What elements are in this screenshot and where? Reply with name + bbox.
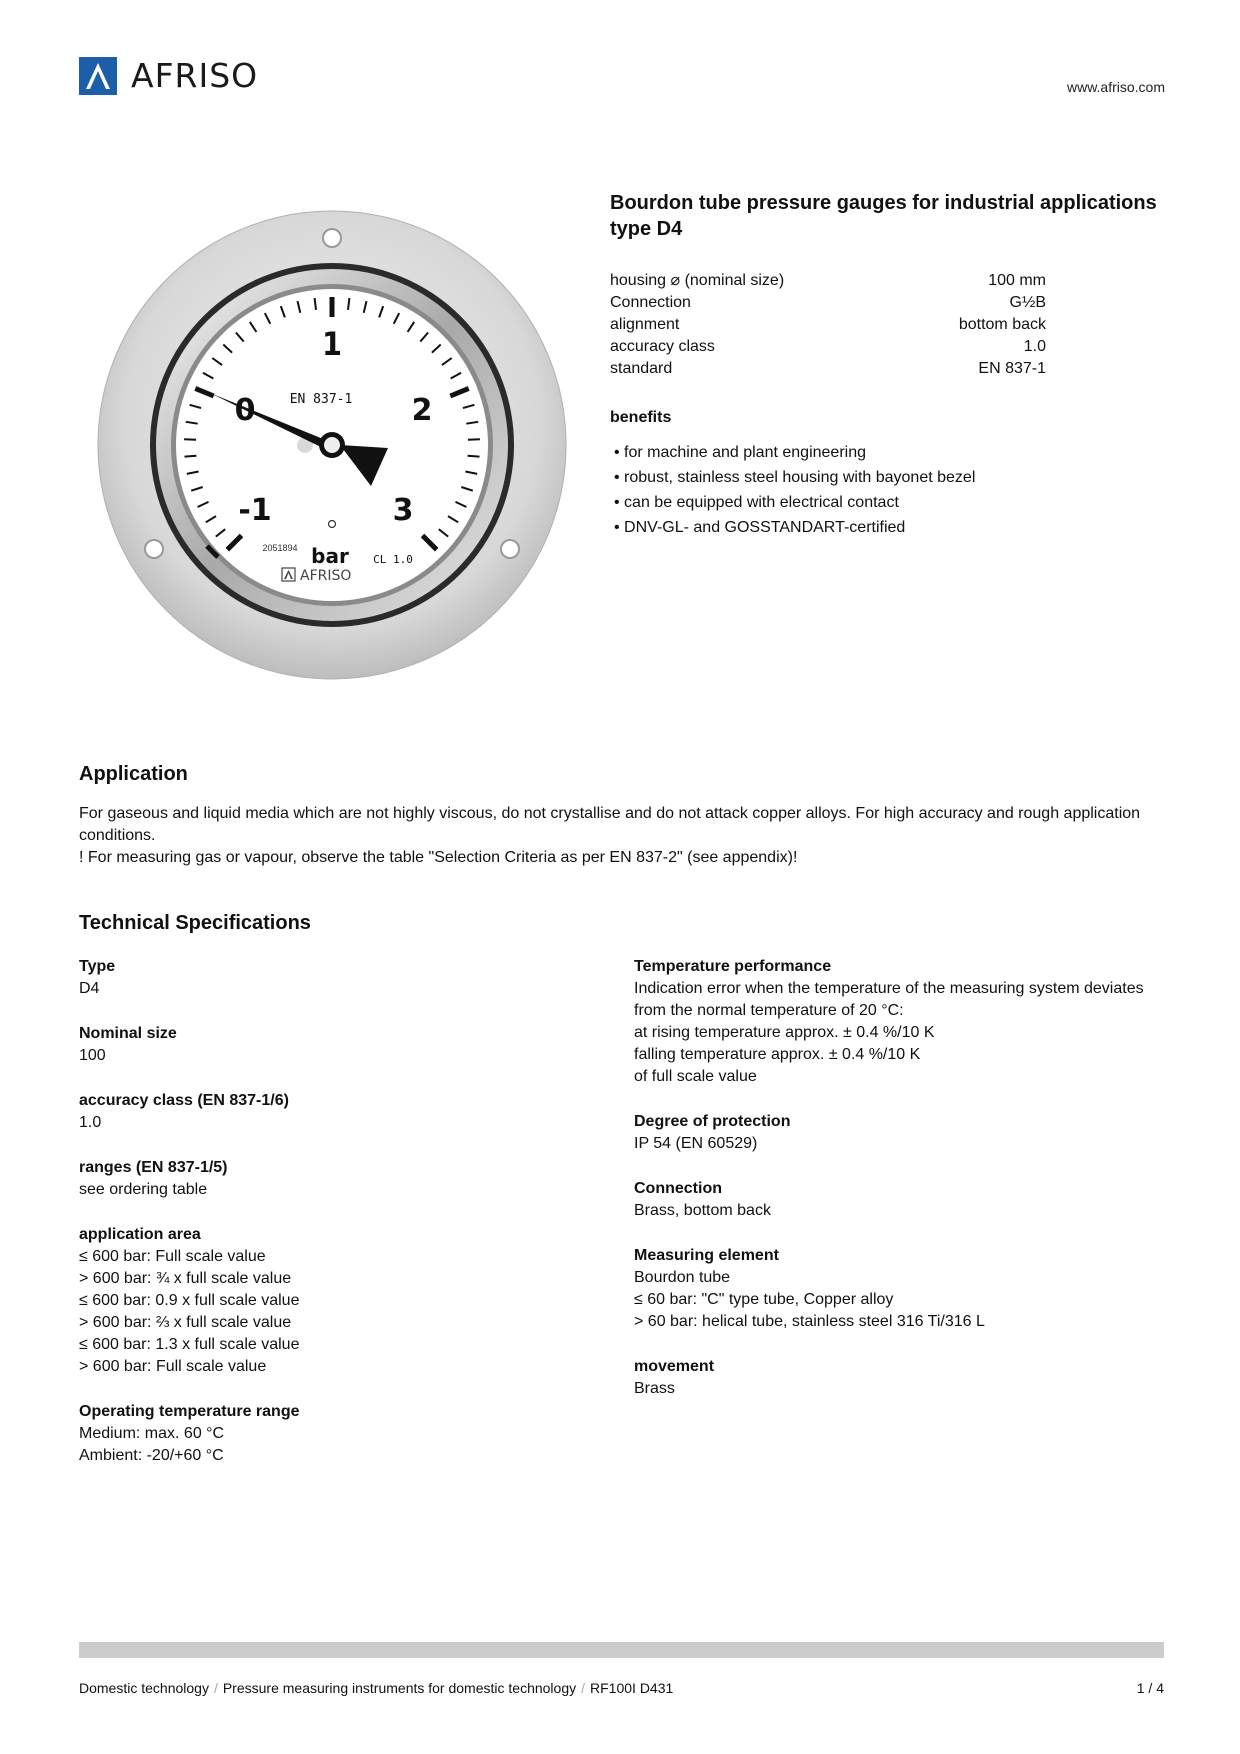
spec-value: 100 [79, 1047, 106, 1064]
spec-label: application area [79, 1226, 201, 1243]
technical-heading: Technical Specifications [79, 912, 311, 934]
spec-item [79, 1224, 599, 1378]
website-link[interactable]: www.afriso.com [1066, 79, 1165, 95]
spec-label: accuracy class (EN 837-1/6) [79, 1092, 289, 1109]
spec-value: ≤ 60 bar: "C" type tube, Copper alloy [634, 1291, 894, 1308]
summary-row: alignment bottom back [610, 316, 1046, 333]
spec-label: Temperature performance [634, 958, 832, 975]
dial-class-text: CL 1.0 [373, 553, 413, 566]
benefit-item: • for machine and plant engineering [614, 440, 975, 465]
spec-value: > 600 bar: ¾ x full scale value [79, 1270, 292, 1287]
summary-row: housing ⌀ (nominal size) 100 mm [610, 272, 1046, 289]
dial-brand: AFRISO [300, 568, 352, 584]
spec-value: IP 54 (EN 60529) [634, 1135, 758, 1152]
footer-breadcrumb [79, 1680, 673, 1696]
dial-label-minus-1: -1 [238, 493, 272, 528]
spec-label: Operating temperature range [79, 1403, 300, 1420]
application-heading: Application [79, 763, 188, 785]
spec-label: Type [79, 958, 116, 975]
spec-value: see ordering table [79, 1181, 208, 1198]
summary-row: Connection G½B [610, 294, 1046, 311]
application-note: ! For measuring gas or vapour, observe the table "Selection Criteria as per EN 837-2" (see appendix)! [79, 849, 798, 866]
spec-value: falling temperature approx. ± 0.4 %/10 K [634, 1046, 921, 1063]
spec-value: Brass, bottom back [634, 1202, 771, 1219]
summary-row: accuracy class 1.0 [610, 338, 1046, 355]
spec-item [79, 956, 599, 1000]
spec-item [634, 1178, 1154, 1222]
spec-value: at rising temperature approx. ± 0.4 %/10 K [634, 1024, 935, 1041]
tech-specs-right [634, 956, 1154, 1423]
spec-item [79, 1157, 599, 1201]
application-body [79, 803, 1164, 869]
spec-label: Degree of protection [634, 1113, 791, 1130]
afriso-logo-icon [79, 57, 117, 95]
spec-value: > 600 bar: ⅔ x full scale value [79, 1314, 292, 1331]
brand-logo [79, 57, 258, 95]
spec-item [79, 1401, 599, 1467]
spec-item [79, 1090, 599, 1134]
dial-label-1: 1 [321, 325, 343, 363]
spec-label: Measuring element [634, 1247, 779, 1264]
benefit-item: • DNV-GL- and GOSSTANDART-certified [614, 515, 975, 540]
dial-unit: bar [311, 544, 349, 568]
spec-value: Ambient: -20/+60 °C [79, 1447, 224, 1464]
benefits-list [614, 440, 975, 540]
page-number: 1 / 4 [1136, 1680, 1164, 1696]
spec-value: > 600 bar: Full scale value [79, 1358, 267, 1375]
breadcrumb-separator: / [581, 1680, 586, 1696]
spec-summary [610, 270, 1046, 380]
dial-standard-text: EN 837-1 [289, 392, 353, 407]
gauge-tick [468, 439, 480, 440]
application-text: For gaseous and liquid media which are not highly viscous, do not crystallise and do not attack copper alloys. For high accuracy and rough application conditions. [79, 805, 1141, 844]
spec-label: Connection [634, 1180, 722, 1197]
gauge-tick [185, 456, 197, 457]
gauge-tick [315, 298, 316, 310]
tech-specs-left [79, 956, 599, 1490]
spec-value: D4 [79, 980, 100, 997]
spec-item [79, 1023, 599, 1067]
spec-item [634, 956, 1154, 1088]
breadcrumb-item[interactable]: RF100I D431 [590, 1680, 674, 1696]
spec-value: Medium: max. 60 °C [79, 1425, 225, 1442]
dial-label-0: 0 [234, 393, 256, 428]
benefits-heading: benefits [610, 409, 672, 426]
dial-label-3: 3 [392, 493, 414, 528]
spec-label: Nominal size [79, 1025, 177, 1042]
breadcrumb-item[interactable]: Pressure measuring instruments for domestic technology [222, 1680, 577, 1696]
spec-value: Brass [634, 1380, 675, 1397]
spec-label: movement [634, 1358, 715, 1375]
spec-item [634, 1245, 1154, 1333]
footer-divider [79, 1642, 1164, 1658]
gauge-tick [348, 298, 349, 310]
spec-value: 1.0 [79, 1114, 102, 1131]
gauge-tick [184, 439, 196, 440]
page-footer [79, 1680, 1164, 1696]
spec-value: Bourdon tube [634, 1269, 731, 1286]
brand-name: AFRISO [131, 56, 259, 95]
benefit-item: • can be equipped with electrical contact [614, 490, 975, 515]
dial-serial: 2051894 [262, 543, 298, 553]
breadcrumb-item[interactable]: Domestic technology [79, 1680, 209, 1696]
spec-label: ranges (EN 837-1/5) [79, 1159, 228, 1176]
spec-value: ≤ 600 bar: 0.9 x full scale value [79, 1292, 300, 1309]
dial-label-2: 2 [411, 393, 433, 428]
summary-row: standard EN 837-1 [610, 360, 1046, 377]
gauge-tick [468, 456, 480, 457]
spec-item [634, 1111, 1154, 1155]
spec-item [634, 1356, 1154, 1400]
document-title: Bourdon tube pressure gauges for industrial applications type D4 [610, 192, 1157, 240]
breadcrumb-separator: / [213, 1680, 218, 1696]
pressure-gauge-illustration [95, 210, 570, 685]
spec-value: of full scale value [634, 1068, 757, 1085]
spec-value: ≤ 600 bar: Full scale value [79, 1248, 266, 1265]
spec-value: > 60 bar: helical tube, stainless steel 316 Ti/316 L [634, 1313, 985, 1330]
spec-value: Indication error when the temperature of the measuring system deviates from the normal temperature of 20 °C: [634, 980, 1144, 1019]
spec-value: ≤ 600 bar: 1.3 x full scale value [79, 1336, 300, 1353]
benefit-item: • robust, stainless steel housing with bayonet bezel [614, 465, 975, 490]
